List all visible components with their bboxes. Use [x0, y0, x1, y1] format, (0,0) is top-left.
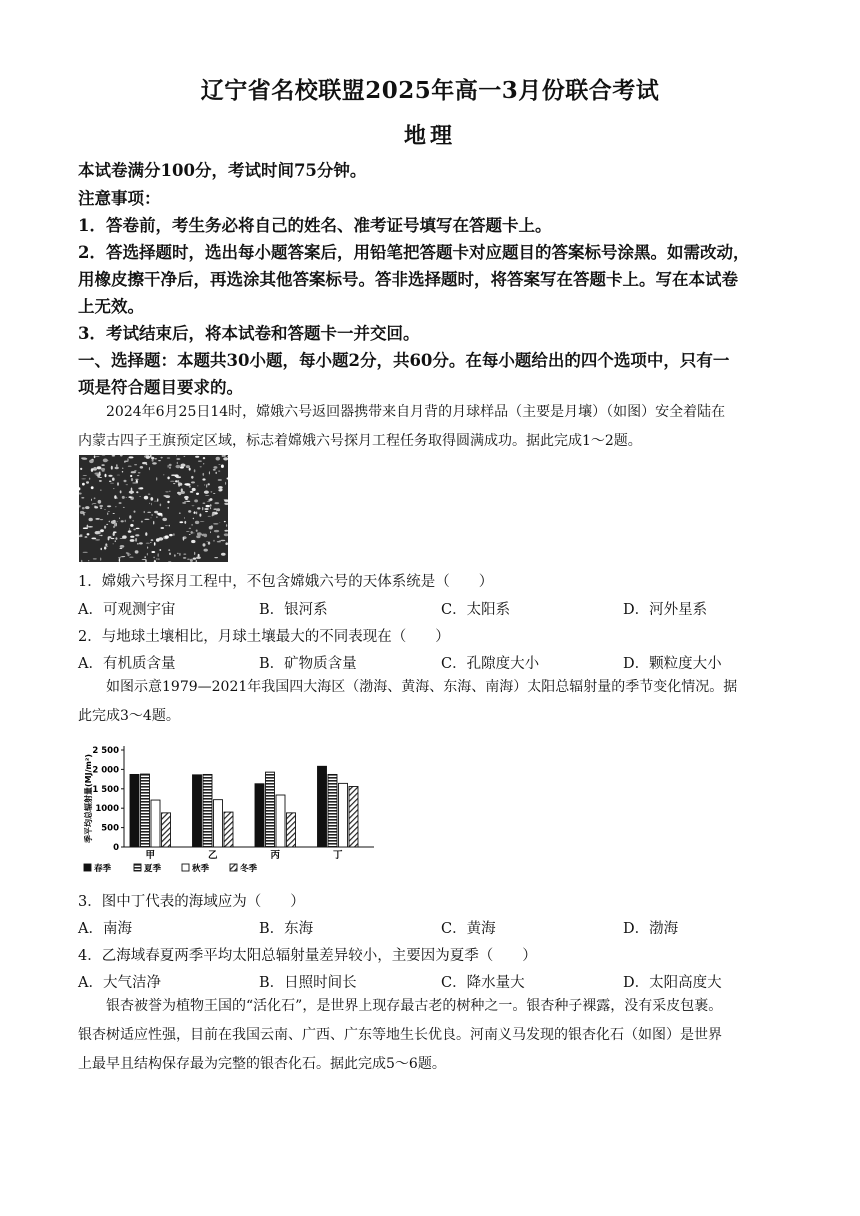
lunar-soil-photo [79, 455, 228, 562]
passage-2 [78, 673, 786, 731]
bar-丙-夏季 [266, 772, 275, 847]
bar-丁-夏季 [328, 774, 337, 847]
y-tick-label: 1000 [95, 804, 119, 815]
q1-option-d: D．河外星系 [623, 602, 708, 618]
y-tick-label: 2 000 [92, 765, 119, 776]
q4-option-a: A．大气洁净 [78, 975, 161, 991]
question-2-options [78, 652, 798, 672]
q2-option-c: C．孔隙度大小 [441, 656, 540, 672]
bar-乙-秋季 [214, 800, 223, 847]
y-tick-label: 2 500 [92, 746, 119, 756]
note-2-line-2: 用橡皮擦干净后，再选涂其他答案标号。答非选择题时，将答案写在答题卡上。写在本试卷 [78, 270, 738, 289]
q2-option-d: D．颗粒度大小 [623, 656, 722, 672]
passage-1-line-2: 内蒙古四子王旗预定区域，标志着嫦娥六号探月工程任务取得圆满成功。据此完成1～2题。 [78, 433, 642, 449]
legend-label-夏季: 夏季 [144, 864, 162, 874]
q2-option-a: A．有机质含量 [78, 656, 176, 672]
exam-title: 辽宁省名校联盟2025年高一3月份联合考试 [200, 77, 660, 104]
section-1-heading-line-2: 项是符合题目要求的。 [78, 378, 243, 397]
bar-甲-秋季 [151, 800, 160, 847]
bar-甲-春季 [130, 774, 139, 847]
x-tick-label-乙: 乙 [207, 850, 218, 861]
x-tick-label-丁: 丁 [332, 850, 343, 861]
bar-乙-春季 [193, 775, 202, 847]
legend-swatch-冬季 [230, 864, 237, 871]
q2-option-b: B．矿物质含量 [259, 656, 357, 672]
question-3-stem: 3．图中丁代表的海域应为（ ） [78, 894, 305, 910]
question-4-stem: 4．乙海域春夏两季平均太阳总辐射量差异较小，主要因为夏季（ ） [78, 948, 537, 964]
question-3-options [78, 917, 798, 937]
note-3: 3．考试结束后，将本试卷和答题卡一并交回。 [78, 324, 420, 343]
section-1-heading-line-1: 一、选择题：本题共30小题，每小题2分，共60分。在每小题给出的四个选项中，只有一 [78, 351, 730, 370]
bar-丙-秋季 [276, 795, 285, 847]
note-2-line-3: 上无效。 [78, 297, 144, 316]
bar-丙-春季 [255, 784, 264, 847]
legend-swatch-春季 [84, 864, 91, 871]
radiation-bar-chart [78, 738, 378, 884]
q1-option-b: B．银河系 [259, 602, 328, 618]
question-1-stem: 1．嫦娥六号探月工程中，不包含嫦娥六号的天体系统是（ ） [78, 574, 494, 590]
legend-swatch-夏季 [134, 864, 141, 871]
q4-option-c: C．降水量大 [441, 975, 525, 991]
chart-canvas [78, 738, 378, 880]
passage-1 [78, 398, 786, 456]
legend-label-春季: 春季 [94, 864, 112, 874]
passage-3 [78, 992, 786, 1079]
q4-option-d: D．太阳高度大 [623, 975, 722, 991]
bar-乙-夏季 [203, 774, 212, 847]
bar-丁-冬季 [349, 786, 358, 847]
score-note: 本试卷满分100分，考试时间75分钟。 [78, 161, 367, 180]
lunar-soil-texture [79, 455, 228, 562]
notes-heading: 注意事项： [78, 189, 161, 208]
q4-option-b: B．日照时间长 [259, 975, 357, 991]
y-tick-label: 1 500 [92, 784, 119, 795]
passage-1-line-1: 2024年6月25日14时，嫦娥六号返回器携带来自月背的月球样品（主要是月壤）（如图）安全着陆在 [106, 404, 726, 420]
y-tick-label: 0 [113, 843, 119, 853]
subject-title: 地理 [403, 123, 456, 149]
legend-swatch-秋季 [182, 864, 189, 871]
q3-option-d: D．渤海 [623, 921, 679, 937]
passage-2-line-1: 如图示意1979—2021年我国四大海区（渤海、黄海、东海、南海）太阳总辐射量的季节变化情况。据 [106, 679, 738, 695]
note-2-line-1: 2．答选择题时，选出每小题答案后，用铅笔把答题卡对应题目的答案标号涂黑。如需改动， [78, 243, 750, 262]
q3-option-a: A．南海 [78, 921, 132, 937]
passage-2-line-2: 此完成3～4题。 [78, 708, 180, 724]
bar-乙-冬季 [224, 812, 233, 847]
q1-option-c: C．太阳系 [441, 602, 511, 618]
q3-option-c: C．黄海 [441, 921, 496, 937]
chart-plot [83, 746, 374, 874]
passage-3-line-1: 银杏被誉为植物王国的“活化石”，是世界上现存最古老的树种之一。银杏种子裸露，没有采皮包裹。 [106, 998, 723, 1014]
bar-甲-夏季 [141, 774, 150, 847]
bar-丁-秋季 [339, 783, 348, 847]
legend-label-冬季: 冬季 [240, 864, 258, 874]
q3-option-b: B．东海 [259, 921, 314, 937]
x-tick-label-丙: 丙 [270, 850, 281, 861]
q1-option-a: A．可观测宇宙 [78, 602, 176, 618]
y-tick-label: 500 [101, 823, 119, 834]
note-1: 1．答卷前，考生务必将自己的姓名、准考证号填写在答题卡上。 [78, 216, 552, 235]
question-1-options [78, 598, 798, 618]
x-tick-label-甲: 甲 [145, 850, 156, 861]
passage-3-line-2: 银杏树适应性强，目前在我国云南、广西、广东等地生长优良。河南义马发现的银杏化石（如图）是世界 [78, 1027, 722, 1043]
passage-3-line-3: 上最早且结构保存最为完整的银杏化石。据此完成5～6题。 [78, 1056, 446, 1072]
legend-label-秋季: 秋季 [192, 864, 210, 874]
question-4-options [78, 971, 798, 991]
bar-丁-春季 [318, 766, 327, 847]
bar-丙-冬季 [287, 813, 296, 847]
question-2-stem: 2．与地球土壤相比，月球土壤最大的不同表现在（ ） [78, 629, 450, 645]
y-axis-label: 季平均总辐射量(MJ/m²) [84, 753, 93, 844]
bar-甲-冬季 [162, 813, 171, 847]
